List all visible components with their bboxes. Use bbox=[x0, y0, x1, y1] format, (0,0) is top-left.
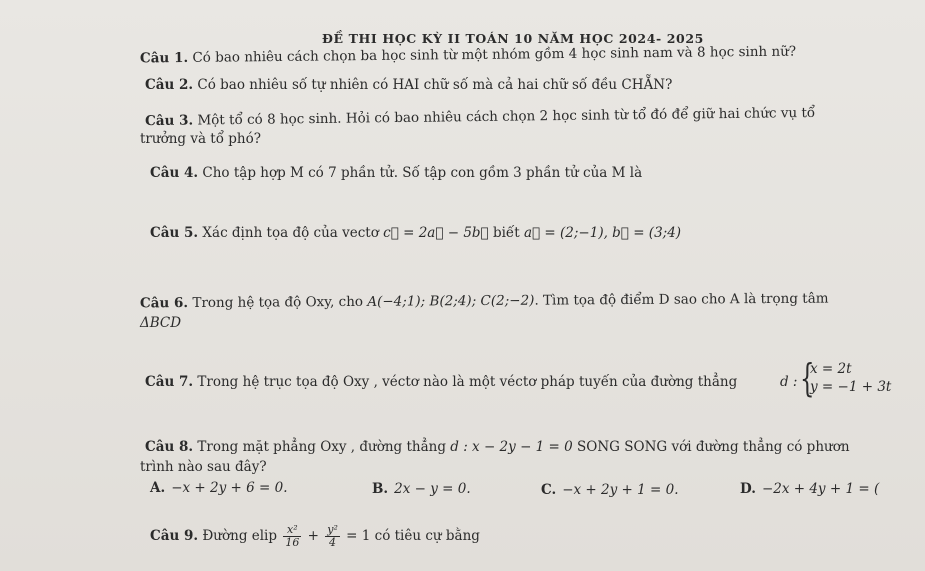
fraction-x-denominator: 16 bbox=[285, 536, 300, 549]
question-4-text: Cho tập hợp M có 7 phần tử. Số tập con gồm 3 phần tử của M là bbox=[202, 165, 643, 181]
question-9-text2: có tiêu cự bằng bbox=[374, 528, 480, 544]
question-3 bbox=[145, 104, 815, 130]
question-1-text: Có bao nhiêu cách chọn ba học sinh từ một nhóm gồm 4 học sinh nam và 8 học sinh nữ? bbox=[192, 43, 797, 66]
option-c[interactable] bbox=[541, 482, 679, 498]
plus-sign: + bbox=[307, 528, 319, 544]
question-3-continuation: trưởng và tổ phó? bbox=[140, 131, 261, 147]
fraction-y-numerator: y² bbox=[327, 523, 338, 536]
question-8-equation: d : x − 2y − 1 = 0 bbox=[450, 439, 573, 455]
equals-one: = 1 bbox=[346, 528, 371, 544]
system-line-1: x = 2t bbox=[810, 361, 852, 377]
question-5-mid: biết bbox=[492, 225, 520, 241]
option-c-label: C. bbox=[541, 482, 557, 498]
option-b[interactable] bbox=[372, 481, 471, 497]
fraction-x-numerator: x² bbox=[283, 524, 301, 537]
question-5-number: Câu 5. bbox=[150, 225, 199, 241]
question-7-system bbox=[800, 356, 924, 400]
question-9-text: Đường elip bbox=[202, 528, 278, 544]
question-1-number: Câu 1. bbox=[139, 49, 189, 67]
question-9 bbox=[150, 524, 480, 549]
system-line-2: y = −1 + 3t bbox=[810, 379, 892, 395]
question-5-expression: c⃗ = 2a⃗ − 5b⃗ bbox=[383, 225, 489, 241]
question-8-text2: SONG SONG với đường thẳng có phươn bbox=[577, 439, 850, 455]
question-5 bbox=[150, 224, 681, 242]
question-2 bbox=[145, 76, 672, 94]
question-5-given: a⃗ = (2;−1), b⃗ = (3;4) bbox=[523, 225, 682, 241]
question-6-number: Câu 6. bbox=[139, 295, 189, 312]
question-8 bbox=[145, 438, 850, 456]
fraction-y-denominator: 4 bbox=[329, 536, 337, 549]
question-6 bbox=[140, 290, 829, 313]
question-7-d-label: d : bbox=[780, 374, 798, 390]
question-3-text: Một tổ có 8 học sinh. Hỏi có bao nhiêu cách chọn 2 học sinh từ tổ đó để giữ hai chức vụ tổ bbox=[197, 104, 816, 129]
option-d[interactable] bbox=[740, 481, 879, 497]
question-7-number: Câu 7. bbox=[145, 374, 194, 390]
question-6-text2: . Tìm tọa độ điểm D sao cho A là trọng tâm bbox=[534, 290, 829, 309]
question-8-text: Trong mặt phẳng Oxy , đường thẳng bbox=[197, 439, 446, 455]
option-a-label: A. bbox=[150, 480, 166, 496]
option-a-value: −x + 2y + 6 = 0. bbox=[171, 480, 288, 496]
exam-title: ĐỀ THI HỌC KỲ II TOÁN 10 NĂM HỌC 2024- 2025 bbox=[322, 31, 704, 46]
question-8-number: Câu 8. bbox=[145, 439, 194, 455]
question-7 bbox=[145, 373, 737, 391]
question-5-text: Xác định tọa độ của vectơ bbox=[202, 225, 379, 241]
question-3-number: Câu 3. bbox=[144, 112, 194, 130]
question-6-triangle: ΔBCD bbox=[140, 315, 182, 331]
option-b-label: B. bbox=[372, 481, 389, 497]
question-6-text: Trong hệ tọa độ Oxy, cho bbox=[192, 293, 364, 312]
option-c-value: −x + 2y + 1 = 0. bbox=[562, 482, 679, 498]
option-b-value: 2x − y = 0. bbox=[394, 481, 471, 497]
question-1 bbox=[140, 43, 796, 68]
fraction-x bbox=[283, 524, 301, 549]
fraction-y bbox=[325, 524, 340, 549]
question-2-text: Có bao nhiêu số tự nhiên có HAI chữ số mà cả hai chữ số đều CHẴN? bbox=[197, 77, 673, 93]
question-7-text: Trong hệ trục tọa độ Oxy , véctơ nào là một véctơ pháp tuyến của đường thẳng bbox=[197, 374, 738, 390]
question-6-points: A(−4;1); B(2;4); C(2;−2) bbox=[367, 292, 535, 310]
question-8-continuation: trình nào sau đây? bbox=[140, 459, 267, 475]
option-a[interactable] bbox=[150, 480, 287, 496]
question-4 bbox=[150, 164, 642, 182]
question-4-number: Câu 4. bbox=[150, 165, 199, 181]
option-d-value: −2x + 4y + 1 = ( bbox=[761, 481, 880, 497]
option-d-label: D. bbox=[740, 481, 756, 497]
question-9-number: Câu 9. bbox=[150, 528, 199, 544]
question-2-number: Câu 2. bbox=[145, 77, 194, 93]
brace-icon: { bbox=[800, 356, 815, 400]
